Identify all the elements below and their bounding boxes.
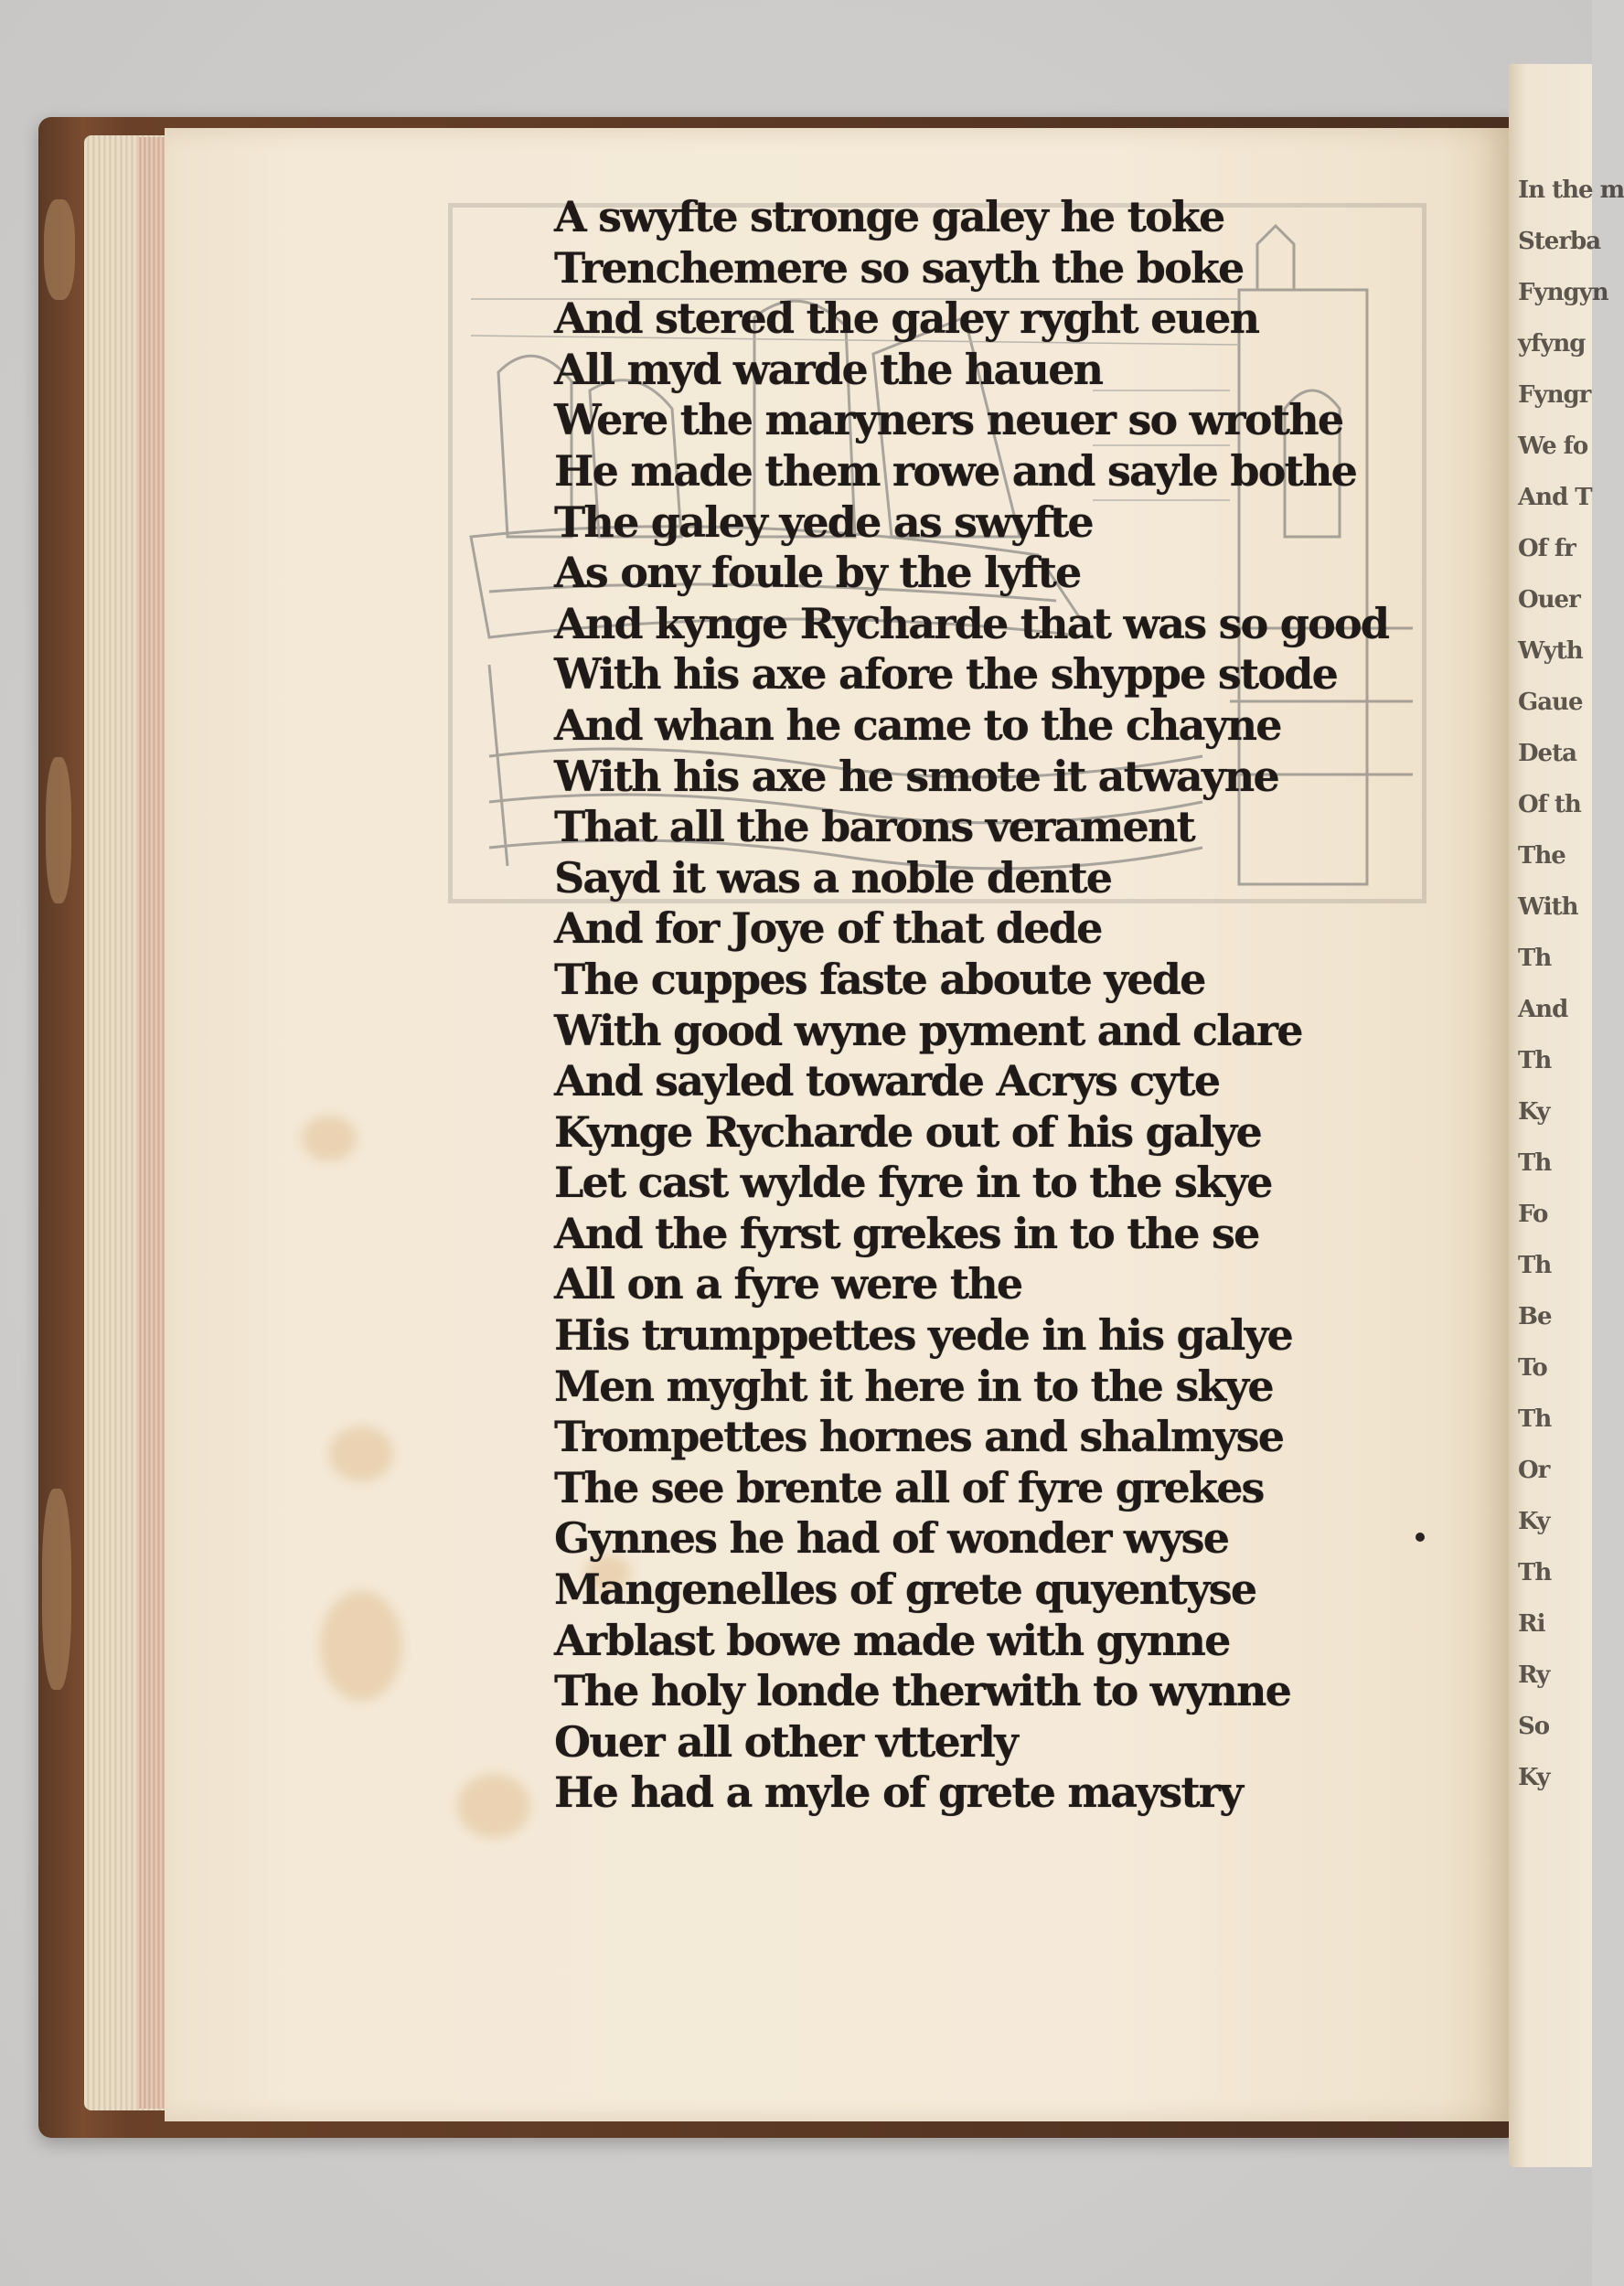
facing-page-text [1518, 165, 1624, 1948]
verse-line: He made them rowe and sayle bothe [554, 445, 1357, 496]
facing-page-line: Th [1518, 1149, 1552, 1177]
facing-page-line: Th [1518, 1047, 1552, 1074]
verse-line: And whan he came to the chayne [554, 700, 1281, 750]
foxing-stain [329, 1426, 393, 1481]
facing-page-line: Or [1518, 1457, 1550, 1484]
facing-page-line: Deta [1518, 740, 1576, 767]
facing-page-line: Ky [1518, 1764, 1550, 1791]
verse-line: Kynge Rycharde out of his galye [554, 1106, 1261, 1157]
facing-page-line: Th [1518, 1559, 1552, 1586]
verse-line: Trompettes hornes and shalmyse [554, 1412, 1284, 1462]
facing-page-line: Th [1518, 945, 1552, 972]
verse-line: Sayd it was a noble dente [554, 852, 1112, 903]
verse-line: And sayled towarde Acrys cyte [554, 1056, 1220, 1106]
foxing-stain [320, 1591, 402, 1701]
facing-page-line: And T [1518, 484, 1592, 511]
facing-page-line: And [1518, 996, 1568, 1023]
facing-page-line: Be [1518, 1303, 1552, 1330]
facing-page-line: Sterba [1518, 228, 1601, 255]
verse-line: Mangenelles of grete quyentyse [554, 1565, 1256, 1615]
verse-line: That all the barons verament [554, 802, 1194, 852]
verse-line: The cuppes faste aboute yede [554, 954, 1205, 1004]
facing-page-line: The [1518, 842, 1565, 870]
facing-page-line: Ry [1518, 1661, 1550, 1689]
facing-page-line: yfyng [1518, 330, 1586, 358]
facing-page-line: Of th [1518, 791, 1581, 818]
verse-line: Let cast wylde fyre in to the skye [554, 1158, 1272, 1208]
facing-page-line: So [1518, 1713, 1550, 1740]
verse-line: Arblast bowe made with gynne [554, 1615, 1230, 1665]
verse-line: Were the maryners neuer so wrothe [554, 395, 1343, 445]
binding-wear-mark [42, 1489, 71, 1690]
binding-wear-mark [46, 757, 71, 903]
facing-page-line: Gaue [1518, 689, 1583, 716]
facing-page-line: Fyngyn [1518, 279, 1608, 306]
verse-line: As ony foule by the lyfte [554, 548, 1081, 598]
verse-line: With his axe he smote it atwayne [554, 751, 1278, 801]
facing-page-line: Ky [1518, 1508, 1550, 1535]
verse-line: With his axe afore the shyppe stode [554, 649, 1338, 700]
verse-line: The galey yede as swyfte [554, 497, 1093, 547]
facing-page-line: Ky [1518, 1098, 1550, 1126]
verse-line: Men myght it here in to the skye [554, 1361, 1273, 1411]
printer-mark-dot [1416, 1533, 1425, 1542]
facing-page-line: Fo [1518, 1201, 1548, 1228]
foxing-stain [302, 1116, 357, 1161]
foxing-stain [457, 1774, 530, 1838]
verse-line: The holy londe therwith to wynne [554, 1666, 1291, 1716]
verse-line: A swyfte stronge galey he toke [554, 192, 1224, 241]
facing-page-line: In the m [1518, 176, 1624, 204]
verse-line: And stered the galey ryght euen [554, 294, 1259, 344]
verse-line: All myd warde the hauen [554, 344, 1103, 394]
verse-line: And the fyrst grekes in to the se [554, 1208, 1259, 1258]
facing-page-line: With [1518, 893, 1578, 921]
verse-line: With good wyne pyment and clare [554, 1005, 1302, 1055]
verse-line: Trenchemere so sayth the boke [554, 242, 1244, 293]
facing-page-line: To [1518, 1354, 1547, 1382]
binding-wear-mark [44, 199, 75, 300]
facing-page-line: We fo [1518, 433, 1588, 460]
verse-line: Ouer all other vtterly [554, 1716, 1018, 1767]
verse-text [554, 192, 1389, 1819]
verse-line: And for Joye of that dede [554, 903, 1102, 954]
verse-line: All on a fyre were the [554, 1259, 1022, 1309]
verse-line: He had a myle of grete maystry [554, 1768, 1243, 1818]
verse-line: The see brente all of fyre grekes [554, 1462, 1264, 1512]
verse-line: His trumppettes yede in his galye [554, 1310, 1292, 1361]
facing-page-line: Th [1518, 1405, 1552, 1433]
facing-page-line: Th [1518, 1252, 1552, 1279]
facing-page-line: Of fr [1518, 535, 1576, 562]
facing-page-line: Ouer [1518, 586, 1580, 614]
facing-page-line: Wyth [1518, 637, 1583, 665]
verse-line: Gynnes he had of wonder wyse [554, 1513, 1229, 1564]
facing-page-line: Ri [1518, 1610, 1545, 1638]
verse-line: And kynge Rycharde that was so good [554, 598, 1389, 648]
facing-page-line: Fyngr [1518, 381, 1591, 409]
